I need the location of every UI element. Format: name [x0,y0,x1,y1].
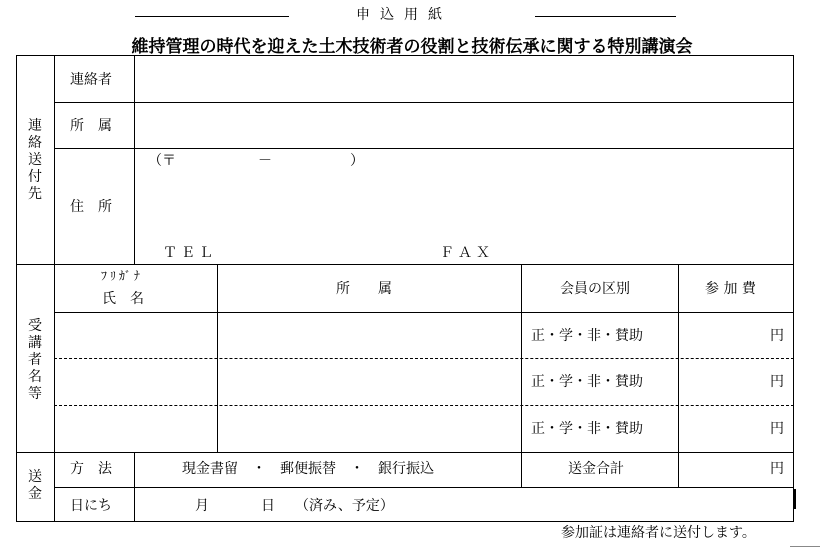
attendee-affiliation-field[interactable] [219,407,520,451]
attendee-section-label: 受講者名等 [28,318,42,402]
postal-open: （〒 [148,153,176,169]
total-label: 送金合計 [568,461,624,477]
col-divider [521,452,522,487]
row-divider [54,102,794,103]
tel-label: ＴＥＬ [163,245,217,261]
header-label: 申込用紙 [356,7,452,23]
row-divider-dashed [54,358,794,359]
name-label: 氏 名 [102,291,144,307]
yen-unit: 円 [770,421,784,437]
edge-mark [793,489,796,509]
member-options[interactable]: 正・学・非・賛助 [531,374,643,390]
col-divider [678,452,679,487]
yen-unit: 円 [770,374,784,390]
date-label: 日にち [70,498,112,514]
month-label: 月 [195,498,209,514]
col-divider [217,264,218,452]
postal-close: ） [350,153,364,169]
contact-section-label: 連絡送付先 [28,118,42,202]
payment-methods[interactable]: 現金書留 ・ 郵便振替 ・ 銀行振込 [182,461,434,477]
footer-rule [790,546,820,547]
yen-unit: 円 [770,328,784,344]
member-type-label: 会員の区別 [560,281,630,297]
header-rule-left [135,16,289,17]
address-label: 住 所 [70,199,112,215]
fax-label: ＦＡＸ [440,245,494,261]
affiliation-label: 所 属 [70,118,112,134]
total-yen-unit: 円 [770,461,784,477]
attendee-name-field[interactable] [56,407,216,451]
contact-person-label: 連絡者 [70,72,112,88]
attendee-affiliation-field[interactable] [219,360,520,404]
attendee-affiliation-field[interactable] [219,314,520,357]
col-divider [678,264,679,452]
footer-note: 参加証は連絡者に送付します。 [561,525,756,541]
col-divider [134,452,135,522]
attendee-affiliation-label: 所 属 [336,281,392,297]
attendee-name-field[interactable] [56,360,216,404]
member-options[interactable]: 正・学・非・賛助 [531,421,643,437]
form-title: 維持管理の時代を迎えた土木技術者の役割と技術伝承に関する特別講演会 [131,37,693,57]
row-divider-dashed [54,405,794,406]
method-label: 方 法 [70,461,112,477]
affiliation-field[interactable] [136,104,792,147]
attendee-name-field[interactable] [56,314,216,357]
col-divider [134,55,135,264]
payment-section-label: 送金 [28,469,42,502]
row-divider [54,312,794,313]
fee-label: 参 加 費 [705,281,756,297]
header-rule-right [535,16,676,17]
contact-person-field[interactable] [136,57,792,101]
side-label-divider [54,55,55,522]
member-options[interactable]: 正・学・非・賛助 [531,328,643,344]
address-field[interactable] [136,172,792,238]
row-divider [54,148,794,149]
furigana-label: ﾌﾘｶﾞﾅ [101,269,144,283]
postal-dash: － [258,153,272,169]
payment-date-field[interactable] [136,489,792,520]
row-divider [54,487,794,488]
status-note: （済み、予定） [295,498,394,514]
day-label: 日 [261,498,275,514]
col-divider [521,264,522,452]
